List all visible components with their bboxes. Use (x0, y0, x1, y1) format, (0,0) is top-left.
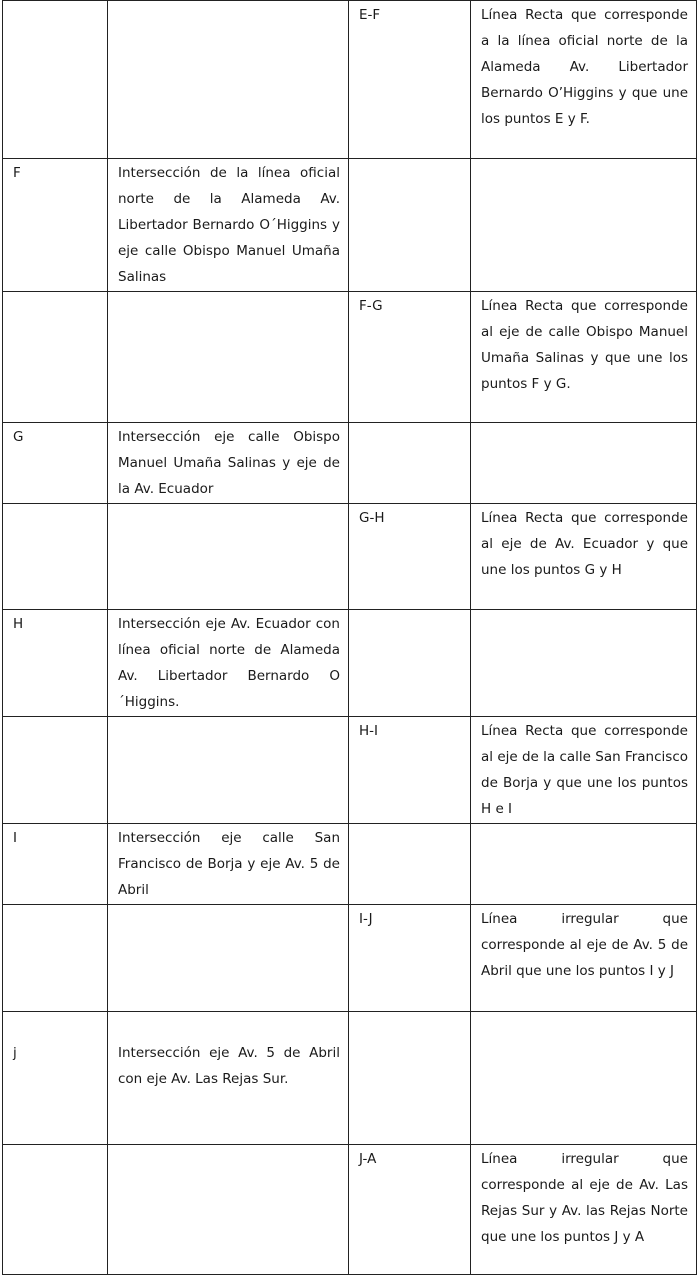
segment-cell: E-F (349, 1, 471, 159)
segment-cell (349, 1012, 471, 1145)
point-cell: H (3, 610, 108, 717)
segment-description-cell (471, 423, 697, 504)
point-description-cell (108, 1145, 349, 1275)
point-description-cell: Intersección eje calle Obispo Manuel Umaña Salinas y eje de la Av. Ecuador (108, 423, 349, 504)
segment-cell: H-I (349, 717, 471, 824)
point-cell: I (3, 824, 108, 905)
segment-cell: G-H (349, 504, 471, 610)
table-row (3, 905, 697, 1012)
segment-cell: I-J (349, 905, 471, 1012)
point-description-cell (108, 292, 349, 423)
table-row (3, 1012, 697, 1145)
point-description-cell (108, 717, 349, 824)
segment-description-cell: Línea Recta que corresponde al eje de la calle San Francisco de Borja y que une los puntos H e I (471, 717, 697, 824)
point-cell (3, 717, 108, 824)
boundary-points-table (2, 0, 697, 1275)
table-row (3, 717, 697, 824)
segment-description-cell (471, 824, 697, 905)
table-row (3, 1, 697, 159)
point-description-cell (108, 504, 349, 610)
segment-cell (349, 423, 471, 504)
point-description-cell (108, 1, 349, 159)
segment-cell (349, 610, 471, 717)
point-description-cell: Intersección eje Av. Ecuador con línea oficial norte de Alameda Av. Libertador Bernardo O´Higgins. (108, 610, 349, 717)
point-cell: j (3, 1012, 108, 1145)
point-description-cell: Intersección eje Av. 5 de Abril con eje Av. Las Rejas Sur. (108, 1012, 349, 1145)
segment-description-cell (471, 1012, 697, 1145)
point-cell (3, 292, 108, 423)
segment-description-cell: Línea irregular que corresponde al eje de Av. 5 de Abril que une los puntos I y J (471, 905, 697, 1012)
point-cell (3, 504, 108, 610)
table-row (3, 610, 697, 717)
point-cell (3, 1145, 108, 1275)
table-row (3, 292, 697, 423)
point-description-cell: Intersección eje calle San Francisco de Borja y eje Av. 5 de Abril (108, 824, 349, 905)
segment-description-cell (471, 159, 697, 292)
table-row (3, 159, 697, 292)
segment-cell: J-A (349, 1145, 471, 1275)
table-row (3, 504, 697, 610)
point-cell (3, 1, 108, 159)
segment-description-cell: Línea irregular que corresponde al eje de Av. Las Rejas Sur y Av. las Rejas Norte que une los puntos J y A (471, 1145, 697, 1275)
segment-description-cell: Línea Recta que corresponde a la línea oficial norte de la Alameda Av. Libertador Bernardo O’Higgins y que une los puntos E y F. (471, 1, 697, 159)
segment-cell: F-G (349, 292, 471, 423)
point-description-cell: Intersección de la línea oficial norte de la Alameda Av. Libertador Bernardo O´Higgins y eje calle Obispo Manuel Umaña Salinas (108, 159, 349, 292)
segment-cell (349, 159, 471, 292)
point-description-cell (108, 905, 349, 1012)
table-row (3, 824, 697, 905)
segment-cell (349, 824, 471, 905)
segment-description-cell (471, 610, 697, 717)
segment-description-cell: Línea Recta que corresponde al eje de calle Obispo Manuel Umaña Salinas y que une los puntos F y G. (471, 292, 697, 423)
table-row (3, 1145, 697, 1275)
point-cell (3, 905, 108, 1012)
table-row (3, 423, 697, 504)
point-cell: G (3, 423, 108, 504)
segment-description-cell: Línea Recta que corresponde al eje de Av. Ecuador y que une los puntos G y H (471, 504, 697, 610)
point-cell: F (3, 159, 108, 292)
